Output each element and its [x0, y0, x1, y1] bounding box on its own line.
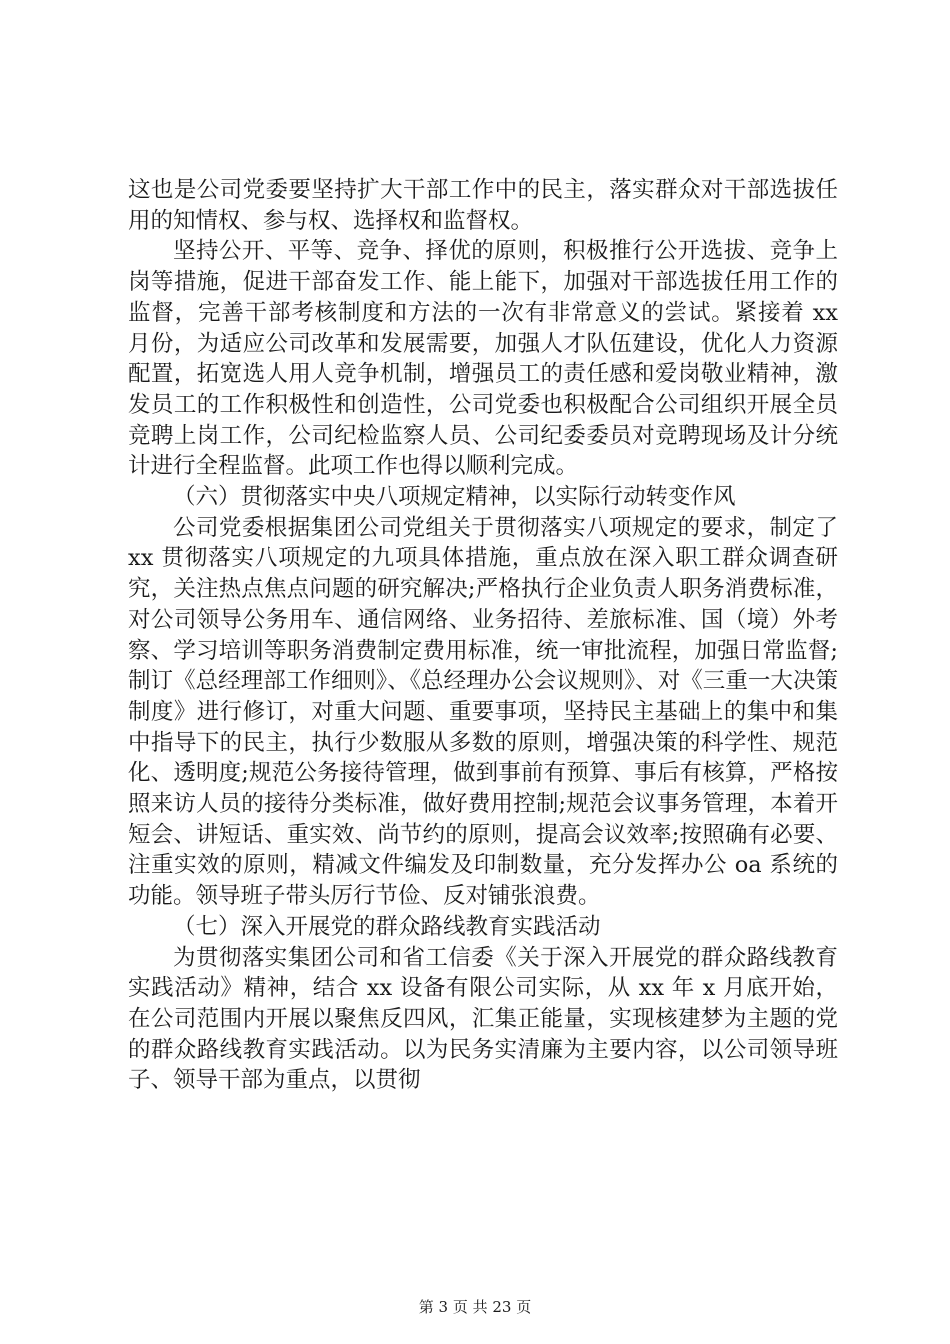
paragraph: 公司党委根据集团公司党组关于贯彻落实八项规定的要求，制定了 xx 贯彻落实八项规定的九项具体措施，重点放在深入职工群众调查研究，关注热点焦点问题的研究解决;严格执行企业负责人职务消费标准，对公司领导公务用车、通信网络、业务招待、差旅标准、国（境）外考察、学习培训等职务消费制定费用标准，统一审批流程，加强日常监督;制订《总经理部工作细则》、《总经理办公会议规则》、对《三重一大决策制度》进行修订，对重大问题、重要事项，坚持民主基础上的集中和集中指导下的民主，执行少数服从多数的原则，增强决策的科学性、规范化、透明度;规范公务接待管理，做到事前有预算、事后有核算，严格按照来访人员的接待分类标准，做好费用控制;规范会议事务管理，本着开短会、讲短话、重实效、尚节约的原则，提高会议效率;按照确有必要、注重实效的原则，精减文件编发及印制数量，充分发挥办公 oa 系统的功能。领导班子带头厉行节俭、反对铺张浪费。: [128, 514, 838, 910]
page-footer: 第 3 页 共 23 页: [418, 1298, 532, 1316]
paragraph: 坚持公开、平等、竞争、择优的原则，积极推行公开选拔、竞争上岗等措施，促进干部奋发工作、能上能下，加强对干部选拔任用工作的监督，完善干部考核制度和方法的一次有非常意义的尝试。紧接着 xx 月份，为适应公司改革和发展需要，加强人才队伍建设，优化人力资源配置，拓宽选人用人竞争机制，增强员工的责任感和爱岗敬业精神，激发员工的工作积极性和创造性，公司党委也积极配合公司组织开展全员竞聘上岗工作，公司纪检监察人员、公司纪委委员对竞聘现场及计分统计进行全程监督。此项工作也得以顺利完成。: [128, 238, 838, 480]
document-body: [128, 175, 838, 1096]
paragraph: 为贯彻落实集团公司和省工信委《关于深入开展党的群众路线教育实践活动》精神，结合 xx 设备有限公司实际，从 xx 年 x 月底开始，在公司范围内开展以聚焦反四风，汇集正能量，实现核建梦为主题的党的群众路线教育实践活动。以为民务实清廉为主要内容，以公司领导班子、领导干部为重点，以贯彻: [128, 944, 838, 1094]
paragraph: 这也是公司党委要坚持扩大干部工作中的民主，落实群众对干部选拔任用的知情权、参与权、选择权和监督权。: [128, 177, 838, 234]
section-heading: （七）深入开展党的群众路线教育实践活动: [173, 913, 601, 940]
section-heading: （六）贯彻落实中央八项规定精神，以实际行动转变作风: [173, 484, 736, 511]
